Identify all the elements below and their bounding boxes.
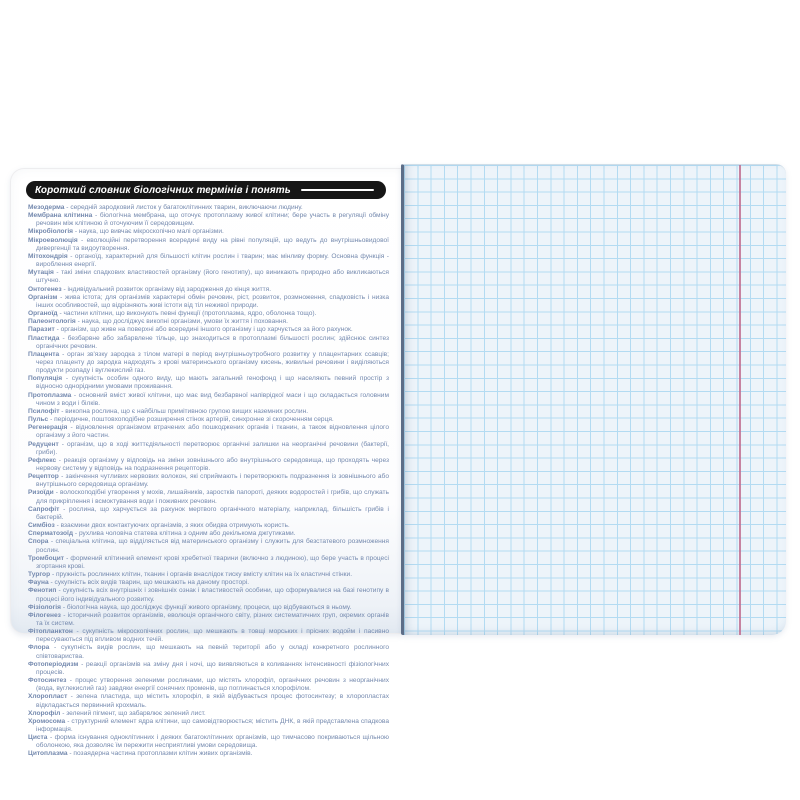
glossary-term: Хлоропласт [28,693,68,701]
glossary-entry: Редуцент - організм, що в ході життєдіяльності перетворює органічні залишки на неорганічні речовини (бактерії, гриби). [28,440,389,456]
glossary-entry: Фотосинтез - процес утворення зеленими рослинами, що містять хлорофіл, органічних речовин з неорганічних (вода, вуглекислий газ) завдяки енергії сонячних променів, що поглинається хлорофілом. [28,677,389,693]
glossary-entry: Хромосома - структурний елемент ядра клітини, що самовідтворюється; містить ДНК, в якій представлена спадкова інформація. [28,717,389,733]
glossary-term: Пластида [28,334,60,342]
squared-paper-page [401,164,786,635]
glossary-entry: Тромбоцит - формений клітинний елемент крові хребетної тварини (включно з людиною), що бере участь в процесі згортання крові. [28,554,389,570]
glossary-title-banner [26,181,386,199]
glossary-entry: Популяція - сукупність особин одного виду, що мають загальний генофонд і що населяють певний простір з відносно однорідними умовами проживання. [28,375,389,391]
glossary-entry: Органоїд - частини клітини, що виконують певні функції (протоплазма, ядро, оболонка тощо). [28,310,317,318]
glossary-term: Мутація [28,269,54,277]
glossary-term: Органоїд [28,310,58,318]
glossary-term: Циста [28,734,48,742]
glossary-entry: Псилофіт - викопна рослина, що є найбільш примітивною групою вищих наземних рослин. [28,407,309,415]
glossary-term: Мікробіологія [28,228,74,236]
glossary-term: Організм [28,293,58,301]
glossary-term: Цитоплазма [28,750,68,758]
glossary-entry: Паразит - організм, що живе на поверхні або всередині іншого організму і що харчується за його рахунок. [28,326,353,334]
glossary-entry: Фізіологія - біологічна наука, що досліджує функції живого організму, процеси, що відбуваються в ньому. [28,603,352,611]
glossary-term: Регенерація [28,424,68,432]
glossary-entry: Плацента - орган зв'язку зародка з тілом матері в період внутрішньоутробного розвитку у плацентарних ссавців; через плаценту до зародка надходять з крові материнського організму кисень, живильні речовини і виділяються продукти розпаду і вуглекислий газ. [28,350,389,375]
glossary-term: Фізіологія [28,603,61,611]
glossary-term: Популяція [28,375,63,383]
glossary-term: Мезодерма [28,204,65,211]
glossary-entry: Мікроеволюція - еволюційні перетворення всередині виду на рівні популяцій, що ведуть до внутрішньовидової дивергенції та видоутворення. [28,236,389,252]
glossary-term: Спора [28,538,49,546]
glossary-term: Онтогенез [28,285,62,293]
glossary-entry: Фауна - сукупність всіх видів тварин, що мешкають на даному просторі. [28,579,250,587]
glossary-entry: Спора - спеціальна клітина, що відділяється від материнського організму і служить для безстатевого розмноження рослин. [28,538,389,554]
glossary-term: Редуцент [28,440,59,448]
glossary-term: Мікроеволюція [28,236,78,244]
glossary-term: Ризоїди [28,489,54,497]
glossary-title: Короткий словник біологічних термінів і понять [35,184,291,196]
glossary-term: Фотоперіодизм [28,660,79,668]
glossary-term: Рефлекс [28,456,57,464]
glossary-term: Хромосома [28,717,66,725]
glossary-term: Паразит [28,326,55,334]
glossary-term: Хлорофіл [28,709,61,717]
glossary-entry: Фітопланктон - сукупність мікроскопічних рослин, що мешкають в товщі морських і прісних водойм і пасивно пересуваються під впливом водних течій. [28,628,389,644]
glossary-term: Фауна [28,579,49,587]
glossary-entry: Циста - форма існування одноклітинних і деяких багатоклітинних організмів, що тимчасово покриваються щільною оболонкою, яка дозволяє їм пережити несприятливі умови середовища. [28,734,389,750]
glossary-entry: Мезодерма - середній зародковий листок у багатоклітинних тварин, виключаючи людину. [28,204,303,211]
glossary-entry: Регенерація - відновлення організмом втрачених або пошкоджених органів і тканин, а також відновлення цілого організму з його частин. [28,424,389,440]
glossary-page [10,168,401,758]
glossary-entry: Фенотип - сукупність всіх внутрішніх і зовнішніх ознак і властивостей особини, що сформувалися на базі генотипу в процесі його індивідуального розвитку. [28,587,389,603]
glossary-term: Пульс [28,416,49,424]
glossary-term: Фенотип [28,587,57,595]
glossary-entry: Флора - сукупність видів рослин, що мешкають на певній території або у складі конкретного рослинного співтовариства. [28,644,389,660]
glossary-entry: Протоплазма - основний вміст живої клітини, що має вид безбарвної напіврідкої маси і що складається головним чином з води і білків. [28,391,389,407]
glossary-entry: Пульс - періодичне, поштовхоподібне розширення стінок артерій, синхронне зі скороченням серця. [28,416,334,424]
glossary-entry: Мембрана клітинна - біологічна мембрана, що оточує протоплазму живої клітини; бере участь в регуляції обміну речовин між клітиною й оточуючим її середовищем. [28,212,389,228]
glossary-entry: Мітохондрія - органоїд, характерний для більшості клітин рослин і тварин; має мінливу форму. Основна функція - вироблення енергії. [28,252,389,269]
glossary-entry: Мікробіологія - наука, що вивчає мікроскопічно малі організми. [28,228,224,236]
glossary-entry: Палеонтологія - наука, що досліджує викопні організми, умови їх життя і поховання. [28,318,288,326]
glossary-term: Фітопланктон [28,628,73,636]
glossary-entry: Цитоплазма - позаядерна частина протоплазми клітин живих організмів. [28,750,253,758]
glossary-term: Сапрофіт [28,505,60,513]
glossary-term: Рецептор [28,473,59,481]
glossary-term: Фотосинтез [28,677,67,685]
glossary-entry: Симбіоз - взаємини двох контактуючих організмів, з яких обидва отримують користь. [28,522,290,530]
margin-line [739,165,741,635]
glossary-term: Сперматозоїд [28,530,74,538]
glossary-term: Мембрана клітинна [28,212,93,220]
glossary-entry: Фотоперіодизм - реакції організмів на зміну дня і ночі, що виявляються в коливаннях інтенсивності фізіологічних процесів. [28,660,389,676]
glossary-entry: Хлоропласт - зелена пластида, що містить хлорофіл, в якій відбувається процес фотосинтезу; в хлоропластах відкладається первинний крохмаль. [28,693,389,709]
glossary-entry: Мутація - такі зміни спадкових властивостей організму (його генотипу), що виникають природно або викликаються штучно. [28,269,389,285]
glossary-entry: Сперматозоїд - рухлива чоловіча статева клітина з одним або декількома джгутиками. [28,530,296,538]
glossary-entry: Ризоїди - волоскоподібні утворення у мохів, лишайників, заростків папороті, деяких водоростей і грибів, що служать для прикріплення і всмоктування води і поживних речовин. [28,489,389,505]
glossary-term: Філогенез [28,611,61,619]
glossary-term: Протоплазма [28,391,72,399]
glossary-term: Мітохондрія [28,252,68,260]
glossary-entry: Організм - жива істота; для організмів характерні обмін речовин, ріст, розвиток, розмноження, спадковість і низка інших особливостей, що відрізняють живі істоти від тіл неживої природи. [28,293,389,309]
glossary-entry: Рефлекс - реакція організму у відповідь на зміни зовнішнього або внутрішнього середовища, що проходять через нервову систему у відповідь на подразнення рецепторів. [28,456,389,472]
glossary-term: Флора [28,644,50,652]
glossary-entries [11,199,401,759]
glossary-term: Тургор [28,571,51,579]
glossary-term: Симбіоз [28,522,55,530]
glossary-entry: Тургор - пружність рослинних клітин, тканин і органів внаслідок тиску вмісту клітин на їх еластичні стінки. [28,571,353,579]
glossary-term: Палеонтологія [28,318,76,326]
glossary-entry: Філогенез - історичний розвиток організмів, еволюція органічного світу, різних систематичних груп, окремих органів та їх систем. [28,611,389,627]
glossary-entry: Онтогенез - індивідуальний розвиток організму від зародження до кінця життя. [28,285,272,293]
title-rule-line [301,189,374,191]
glossary-term: Тромбоцит [28,554,64,562]
glossary-entry: Пластида - безбарвне або забарвлене тільце, що знаходиться в протоплазмі більшості рослин; здійснює синтез органічних речовин. [28,334,389,350]
glossary-entry: Рецептор - закінчення чутливих нервових волокон, які сприймають і перетворюють подразнення із зовнішнього або внутрішнього середовища організму. [28,473,389,489]
glossary-term: Псилофіт [28,407,60,415]
glossary-term: Плацента [28,350,60,358]
glossary-entry: Хлорофіл - зелений пігмент, що забарвлює зелений лист. [28,709,206,717]
glossary-entry: Сапрофіт - рослина, що харчується за рахунок мертвого органічного матеріалу, наприклад, більшість грибів і бактерій. [28,505,389,521]
